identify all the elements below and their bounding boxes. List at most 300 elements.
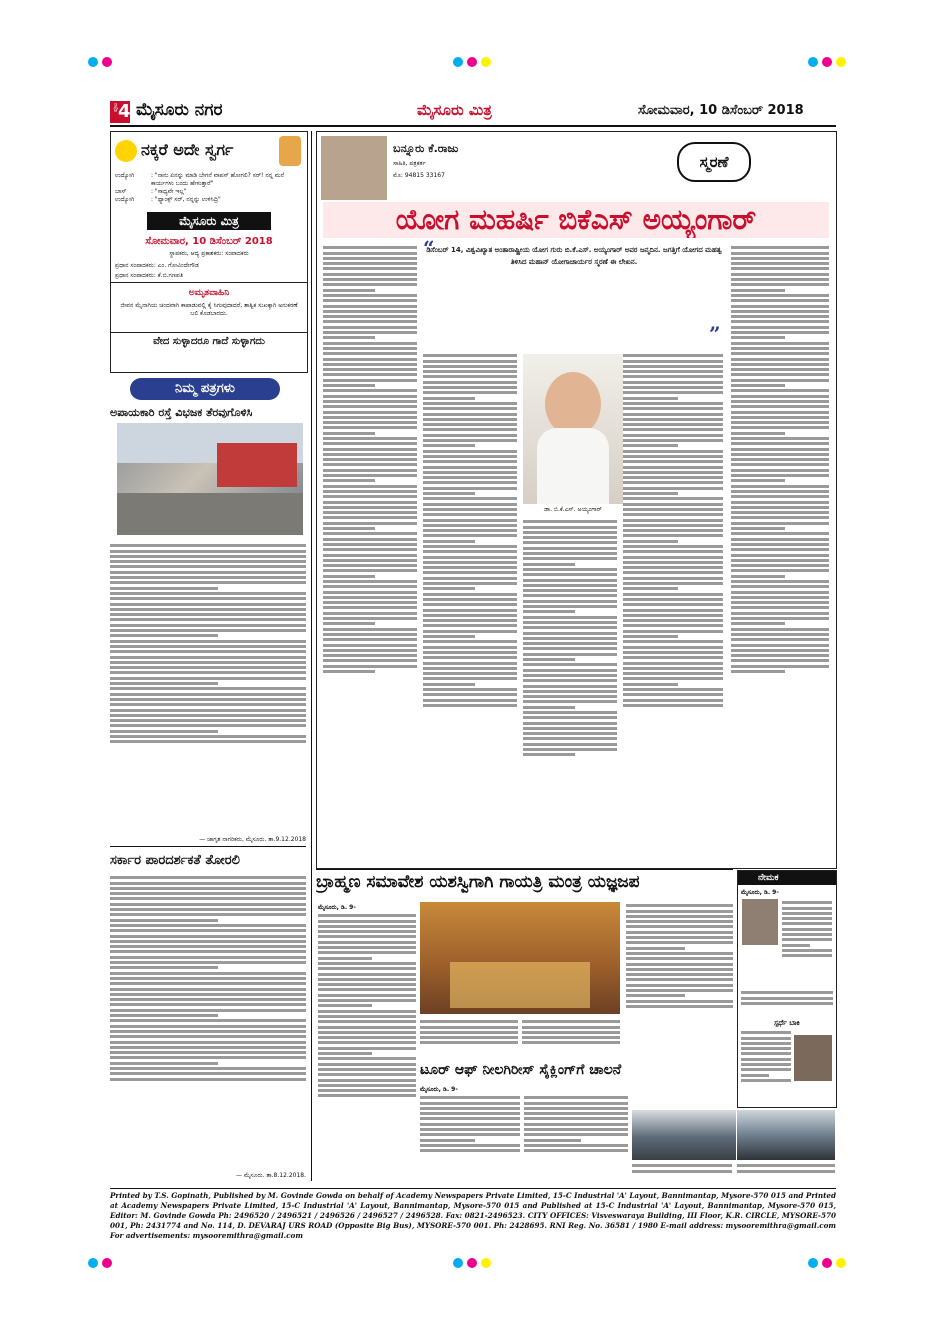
article-column <box>423 352 517 864</box>
text-line <box>110 977 306 980</box>
text-line <box>623 407 723 410</box>
text-line <box>323 506 417 509</box>
text-line <box>110 903 306 906</box>
text-line <box>110 671 306 674</box>
text-line <box>523 663 617 666</box>
text-line <box>323 633 417 636</box>
text-line <box>731 368 829 371</box>
text-line <box>731 389 829 392</box>
road-divider-photo <box>117 423 303 535</box>
text-line <box>323 379 417 382</box>
text-line <box>423 598 517 601</box>
text-line <box>323 363 417 366</box>
neemaka-title: ನೇಮಕ <box>738 871 836 885</box>
text-line <box>423 450 517 453</box>
text-line <box>110 592 306 595</box>
text-line <box>626 957 733 960</box>
text-line <box>623 556 723 559</box>
text-line <box>731 469 829 472</box>
text-line <box>623 391 723 394</box>
text-line <box>623 609 723 612</box>
text-line <box>323 522 417 525</box>
text-line <box>323 511 417 514</box>
text-line <box>731 448 829 451</box>
masthead-box-date: ಸೋಮವಾರ, 10 ಡಿಸೆಂಬರ್ 2018 <box>145 236 273 247</box>
text-line <box>623 593 723 596</box>
text-line <box>423 524 517 527</box>
text-line <box>626 920 733 923</box>
text-line <box>423 534 517 537</box>
text-line <box>423 635 475 638</box>
text-line <box>323 644 417 647</box>
text-line <box>623 450 723 453</box>
text-line <box>626 947 685 950</box>
text-line <box>731 426 829 429</box>
text-line <box>731 299 829 302</box>
text-line <box>523 626 617 629</box>
text-line <box>420 1041 518 1044</box>
text-line <box>110 624 306 627</box>
text-line <box>782 938 832 941</box>
text-line <box>626 952 733 955</box>
text-line <box>323 400 417 403</box>
text-line <box>731 347 829 350</box>
text-line <box>423 492 475 495</box>
article-column <box>782 899 832 989</box>
masthead-box-line: ಪ್ರಧಾನ ಸಂಪಾದಕರು: ಎಂ. ಗೋವಿಂದೇಗೌಡ <box>115 262 199 269</box>
text-line <box>318 1026 416 1029</box>
letter-body <box>110 874 306 1172</box>
text-line <box>323 416 417 419</box>
photo-caption: ಡಾ. ಬಿ.ಕೆ.ಎಸ್. ಅಯ್ಯಂಗಾರ್ <box>544 506 602 513</box>
registration-mark <box>481 57 491 67</box>
text-line <box>741 1047 791 1050</box>
text-line <box>523 557 617 560</box>
text-line <box>110 703 306 706</box>
quote-text: ಜೀವನ ಮೈನಾಗಿಯ ಚಂದವಾಗಿ ಕಾಪಾಡುವಲ್ಲಿ ಕೈ ಸಿಗುವುದಾದರೆ, ತಾತ್ವಿಕ ಸುಖಕ್ಕಾಗಿ ಅನುಕರಣೆ ಬಲಿ ಕೊಡಬಾರದು. <box>120 302 298 317</box>
column-rule <box>311 131 312 1181</box>
masthead-box-logo: ಮೈಸೂರು ಮಿತ್ರ <box>147 212 271 230</box>
text-line <box>110 603 306 606</box>
text-line <box>623 397 678 400</box>
text-line <box>110 709 306 712</box>
appointee-photo <box>742 899 778 945</box>
text-line <box>420 1144 520 1147</box>
text-line <box>731 326 829 329</box>
text-line <box>318 1063 416 1066</box>
registration-mark <box>481 1258 491 1268</box>
text-line <box>731 622 785 625</box>
text-line <box>323 638 417 641</box>
text-line <box>731 596 829 599</box>
text-line <box>731 506 829 509</box>
text-line <box>420 1031 518 1034</box>
text-line <box>741 1058 791 1061</box>
dialogue: : "ನಾನು ಏನನ್ನು ಮಾಡಿ ಬೇಗನೆ ವಾಪಸ್ ಹೋಗಲಿ? ಸರ್! ನನ್ನ ಮನೆ ಕಾರ್ಯಗಳು ಬಂದು ಹೇಳುತ್ತಾರೆ" <box>151 172 285 187</box>
text-line <box>741 991 833 994</box>
text-line <box>323 331 417 334</box>
text-line <box>110 1041 306 1044</box>
text-line <box>110 897 306 900</box>
registration-mark <box>822 57 832 67</box>
text-line <box>623 646 723 649</box>
text-line <box>318 988 416 991</box>
text-line <box>318 1068 416 1071</box>
text-line <box>323 559 417 562</box>
feature-article <box>316 131 837 869</box>
text-line <box>623 439 723 442</box>
text-line <box>323 278 417 281</box>
text-line <box>423 540 475 543</box>
text-line <box>782 901 832 904</box>
text-line <box>423 545 517 548</box>
text-line <box>626 989 733 992</box>
text-line <box>110 1009 306 1012</box>
letter-body <box>110 542 306 832</box>
text-line <box>731 591 829 594</box>
text-line <box>110 1056 306 1059</box>
masthead-box-line: ಪ್ರಧಾನ ಸಂಪಾದಕರು: ಕೆ.ಬಿ.ಗಣಪತಿ <box>115 272 184 279</box>
text-line <box>323 426 417 429</box>
humor-line <box>115 172 301 188</box>
dateline: ಮೈಸೂರು, ಡಿ. 9- <box>318 904 356 911</box>
imprint: Printed by T.S. Gopinath, Published by M. Govinde Gowda on behalf of Academy Newspapers Private Limited, 15-C Industrial 'A' Layout, Bannimantap, Mysore-570 015 and Printed at Academy Newspapers Private Limited, 15-C Industrial 'A' Layout, Bannimantap, Mysore-570 015 and Published at 15-C Industrial 'A' Layout, Bannimantap, Mysore-570 015, Editor: M. Govinde Gowda Ph: 2496520 / 2496521 / 2496526 / 2496527 / 2496528. Fax: 0821-2496523. CITY OFFICES: Visveswaraya Building, III Floor, K.R. CIRCLE, MYSORE-570 001, Ph: 2431774 and No. 114, D. DEVARAJ URS ROAD (Opposite Big Bus), MYSORE-570 001. Ph: 2428695. RNI Reg. No. 36581 / 1980 E-mail address: mysooremithra@gmail.com For advertisements: mysooremithra@gmail.com <box>110 1191 836 1240</box>
text-line <box>423 672 517 675</box>
standfirst: ಡಿಸೆಂಬರ್ 14, ವಿಶ್ವವಿಖ್ಯಾತ ಅಂತಾರಾಷ್ಟ್ರೀಯ ಯೋಗ ಗುರು ಬಿ.ಕೆ.ಎಸ್. ಅಯ್ಯಂಗಾರ್ ಅವರ ಜನ್ಮದಿನ. ಜಗತ್ತಿಗೆ ಯೋಗದ ಮಹತ್ವ ತಿಳಿಸಿದ ಮಹಾನ್ ಯೋಗಾಚಾರ್ಯರ ಸ್ಮರಣೆ ಈ ಲೇಖನ. <box>426 246 722 266</box>
text-line <box>522 1036 620 1039</box>
text-line <box>623 471 723 474</box>
dialogue: : "ಥ್ಯಾಂಕ್ಸ್ ಸರ್, ನನ್ನನ್ನು ಉಳಿಸಿದ್ರಿ" <box>151 196 221 203</box>
article-column <box>318 912 416 1180</box>
letter-headline: ಸರ್ಕಾರ ಪಾರದರ್ಶಕತೆ ತೋರಲಿ <box>110 853 240 868</box>
text-line <box>318 1047 416 1050</box>
text-line <box>323 448 417 451</box>
text-line <box>423 407 517 410</box>
text-line <box>323 601 417 604</box>
text-line <box>731 569 829 572</box>
masthead-logo: ಮೈಸೂರು ಮಿತ್ರ <box>417 101 492 119</box>
text-line <box>523 690 617 693</box>
smarane-badge: ಸ್ಮರಣೆ <box>677 142 751 182</box>
text-line <box>731 585 829 588</box>
text-line <box>110 613 306 616</box>
text-line <box>423 593 517 596</box>
text-line <box>318 962 416 965</box>
text-line <box>523 526 617 529</box>
text-line <box>523 748 617 751</box>
text-line <box>323 670 375 673</box>
text-line <box>731 606 829 609</box>
text-line <box>110 656 306 659</box>
registration-mark <box>453 1258 463 1268</box>
text-line <box>318 1084 416 1087</box>
text-line <box>323 411 417 414</box>
text-line <box>110 961 306 964</box>
text-line <box>626 978 733 981</box>
text-line <box>523 536 617 539</box>
text-line <box>110 913 306 916</box>
text-line <box>523 552 617 555</box>
text-line <box>110 730 218 733</box>
text-line <box>423 423 517 426</box>
text-line <box>731 405 829 408</box>
text-line <box>420 1123 520 1126</box>
text-line <box>623 492 678 495</box>
text-line <box>323 485 417 488</box>
text-line <box>782 912 832 915</box>
text-line <box>323 342 417 345</box>
registration-mark <box>453 57 463 67</box>
text-line <box>623 519 723 522</box>
text-line <box>423 704 517 707</box>
text-line <box>741 1031 791 1034</box>
text-line <box>623 704 723 707</box>
text-line <box>731 538 829 541</box>
text-line <box>323 490 417 493</box>
text-line <box>524 1128 628 1131</box>
text-line <box>731 294 829 297</box>
text-line <box>731 246 829 249</box>
text-line <box>110 1078 306 1081</box>
text-line <box>731 395 829 398</box>
text-line <box>110 698 306 701</box>
text-line <box>731 453 829 456</box>
text-line <box>323 606 417 609</box>
text-line <box>423 640 517 643</box>
text-line <box>323 474 417 477</box>
text-line <box>626 994 685 997</box>
registration-mark <box>808 1258 818 1268</box>
text-line <box>731 612 829 615</box>
text-line <box>110 693 306 696</box>
humor-title: ನಕ್ಕರೆ ಅದೇ ಸ್ವರ್ಗ <box>141 140 234 159</box>
text-line <box>731 543 829 546</box>
text-line <box>318 1041 416 1044</box>
text-line <box>523 653 617 656</box>
text-line <box>110 1025 306 1028</box>
text-line <box>323 564 417 567</box>
text-line <box>323 352 417 355</box>
text-line <box>423 556 517 559</box>
text-line <box>623 524 723 527</box>
text-line <box>110 544 306 547</box>
text-line <box>731 501 829 504</box>
page-tag <box>110 101 130 123</box>
text-line <box>731 479 785 482</box>
text-line <box>323 453 417 456</box>
text-line <box>623 487 723 490</box>
text-line <box>782 917 832 920</box>
text-line <box>623 386 723 389</box>
text-line <box>110 687 306 690</box>
text-line <box>523 647 617 650</box>
text-line <box>731 267 829 270</box>
proverb: ವೇದ ಸುಳ್ಳಾದರೂ ಗಾದೆ ಸುಳ್ಳಾಗದು <box>153 336 265 347</box>
text-line <box>110 608 306 611</box>
text-line <box>731 564 829 567</box>
text-line <box>423 413 517 416</box>
text-line <box>323 654 417 657</box>
text-line <box>623 460 723 463</box>
section-title: ಮೈಸೂರು ನಗರ <box>136 100 223 120</box>
text-line <box>623 693 723 696</box>
text-line <box>523 541 617 544</box>
text-line <box>423 508 517 511</box>
text-line <box>323 585 417 588</box>
registration-mark <box>808 57 818 67</box>
text-line <box>623 365 723 368</box>
page-number: 4 <box>118 101 131 122</box>
text-line <box>731 432 785 435</box>
text-line <box>623 630 723 633</box>
text-line <box>782 933 832 936</box>
text-line <box>782 907 832 910</box>
text-line <box>623 444 678 447</box>
text-line <box>731 601 829 604</box>
text-line <box>731 273 829 276</box>
author-role: ಸಾಹಿತಿ, ಪತ್ರಕರ್ತ <box>393 160 426 167</box>
text-line <box>731 278 829 281</box>
text-line <box>623 402 723 405</box>
text-line <box>423 513 517 516</box>
text-line <box>522 1041 620 1044</box>
text-line <box>323 538 417 541</box>
text-line <box>731 580 829 583</box>
text-line <box>318 1079 416 1082</box>
text-line <box>110 972 306 975</box>
text-line <box>623 418 723 421</box>
divider <box>111 282 307 283</box>
text-line <box>632 1164 732 1167</box>
author-phone: ಮೊ: 94815 33167 <box>393 172 445 179</box>
text-line <box>423 354 517 357</box>
text-line <box>110 666 306 669</box>
text-line <box>741 1002 833 1005</box>
text-line <box>623 624 723 627</box>
text-line <box>523 743 617 746</box>
dialogue: : "ಸಾಧ್ಯವೇ ಇಲ್ಲ" <box>151 188 187 195</box>
article-column <box>741 989 833 1017</box>
text-line <box>731 315 829 318</box>
divider <box>111 332 307 333</box>
text-line <box>731 490 829 493</box>
text-line <box>423 561 517 564</box>
text-line <box>110 719 306 722</box>
text-line <box>731 358 829 361</box>
text-line <box>423 646 517 649</box>
text-line <box>623 582 723 585</box>
text-line <box>110 887 306 890</box>
registration-mark <box>102 1258 112 1268</box>
text-line <box>623 434 723 437</box>
text-line <box>623 481 723 484</box>
text-line <box>110 650 306 653</box>
text-line <box>420 1149 520 1152</box>
registration-mark <box>467 1258 477 1268</box>
text-line <box>110 550 306 553</box>
registration-mark <box>836 57 846 67</box>
text-line <box>323 612 417 615</box>
article-column <box>737 1162 835 1180</box>
text-line <box>524 1144 628 1147</box>
text-line <box>323 257 417 260</box>
speaker: ಬಾಸ್ <box>115 188 127 195</box>
text-line <box>323 591 417 594</box>
text-line <box>323 532 417 535</box>
masthead-box-line: ಸ್ಥಾಪಕರು, ಆದ್ಯ ಪ್ರಕಾಶಕರು: ಸಂಪಾದಕರು <box>169 250 249 257</box>
iyengar-photo <box>523 354 623 504</box>
text-line <box>323 665 417 668</box>
text-line <box>623 360 723 363</box>
text-line <box>110 560 306 563</box>
text-line <box>110 724 306 727</box>
text-line <box>523 573 617 576</box>
text-line <box>423 656 517 659</box>
text-line <box>323 495 417 498</box>
text-line <box>110 956 306 959</box>
cycling-photo <box>632 1110 736 1160</box>
text-line <box>323 501 417 504</box>
text-line <box>423 519 517 522</box>
text-line <box>523 605 617 608</box>
text-line <box>423 619 517 622</box>
article-column <box>323 244 417 864</box>
text-line <box>110 919 218 922</box>
text-line <box>323 246 417 249</box>
text-line <box>110 634 218 637</box>
registration-mark <box>102 57 112 67</box>
text-line <box>318 935 416 938</box>
text-line <box>323 617 417 620</box>
text-line <box>423 381 517 384</box>
text-line <box>623 561 723 564</box>
text-line <box>318 1094 416 1097</box>
text-line <box>626 973 733 976</box>
text-line <box>623 503 723 506</box>
feature-headline: ಯೋಗ ಮಹರ್ಷಿ ಬಿಕೆಎಸ್ ಅಯ್ಯಂಗಾರ್ <box>323 202 829 238</box>
text-line <box>731 670 785 673</box>
text-line <box>423 487 517 490</box>
letter-headline: ಅಪಾಯಕಾರಿ ರಸ್ತೆ ವಿಭಜಕ ತೆರವುಗೊಳಿಸಿ <box>110 406 253 419</box>
text-line <box>423 460 517 463</box>
text-line <box>423 455 517 458</box>
text-line <box>110 581 306 584</box>
text-line <box>731 310 829 313</box>
text-line <box>623 508 723 511</box>
text-line <box>420 1026 518 1029</box>
text-line <box>318 967 416 970</box>
quote-title: ಅಮೃತವಾಹಿನಿ <box>188 288 230 298</box>
text-line <box>731 262 829 265</box>
quote-close-icon: ” <box>709 322 721 346</box>
text-line <box>110 1051 306 1054</box>
text-line <box>423 699 517 702</box>
text-line <box>731 495 829 498</box>
samavesha-headline: ಬ್ರಾಹ್ಮಣ ಸಮಾವೇಶ ಯಶಸ್ವಿಗಾಗಿ ಗಾಯತ್ರಿ ಮಂತ್ರ ಯಜ್ಞಜಪ <box>316 872 640 892</box>
article-column <box>623 352 723 864</box>
text-line <box>318 1057 416 1060</box>
text-line <box>110 661 306 664</box>
text-line <box>423 497 517 500</box>
text-line <box>323 305 417 308</box>
text-line <box>323 469 417 472</box>
text-line <box>623 513 723 516</box>
text-line <box>782 949 832 952</box>
text-line <box>524 1117 628 1120</box>
text-line <box>318 914 416 917</box>
text-line <box>523 531 617 534</box>
article-column <box>420 1094 520 1180</box>
